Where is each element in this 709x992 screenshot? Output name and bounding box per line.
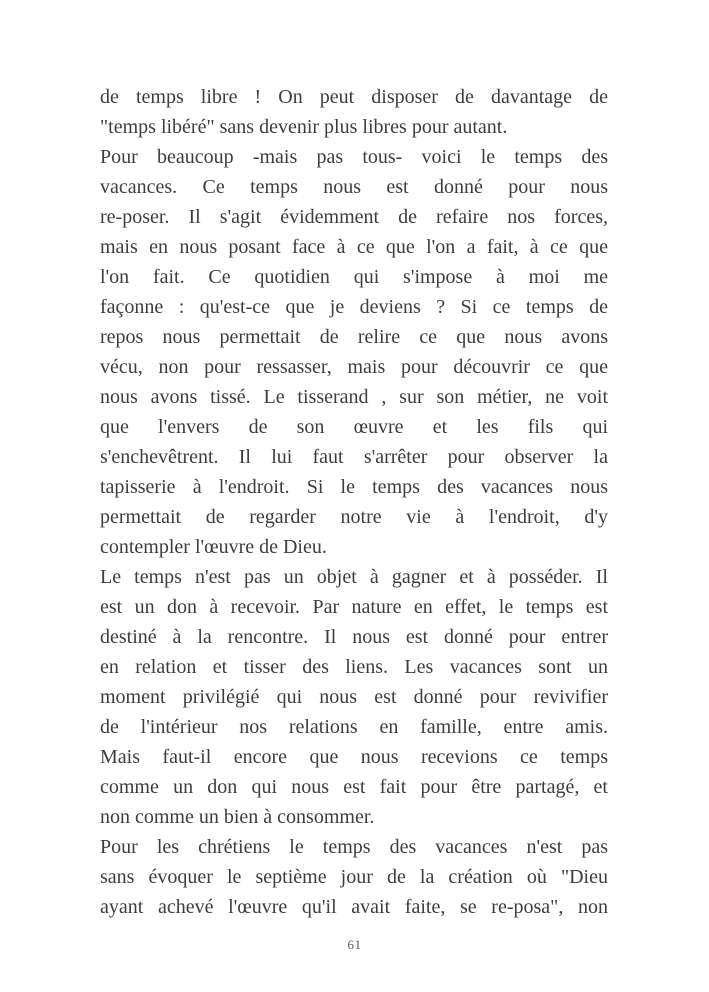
text-line: Mais faut-il encore que nous recevions ce temps bbox=[100, 746, 608, 768]
text-line: destiné à la rencontre. Il nous est donné pour entrer bbox=[100, 626, 608, 648]
page-number: 61 bbox=[347, 937, 362, 952]
text-line: en relation et tisser des liens. Les vacances sont un bbox=[100, 656, 608, 678]
paragraph-1 bbox=[100, 82, 608, 142]
text-line: repos nous permettait de relire ce que nous avons bbox=[100, 326, 608, 348]
text-line: non comme un bien à consommer. bbox=[100, 806, 375, 828]
text-line: vécu, non pour ressasser, mais pour découvrir ce que bbox=[100, 356, 608, 378]
text-block bbox=[100, 82, 608, 922]
text-line: nous avons tissé. Le tisserand , sur son métier, ne voit bbox=[100, 386, 608, 408]
text-line: s'enchevêtrent. Il lui faut s'arrêter pour observer la bbox=[100, 446, 608, 468]
text-line: de temps libre ! On peut disposer de davantage de bbox=[100, 86, 608, 108]
text-line: Le temps n'est pas un objet à gagner et à posséder. Il bbox=[100, 566, 608, 588]
text-line: l'on fait. Ce quotidien qui s'impose à moi me bbox=[100, 266, 608, 288]
text-line: que l'envers de son œuvre et les fils qui bbox=[100, 416, 608, 438]
text-line: contempler l'œuvre de Dieu. bbox=[100, 536, 327, 558]
text-line: sans évoquer le septième jour de la création où "Dieu bbox=[100, 866, 608, 888]
text-line: "temps libéré" sans devenir plus libres pour autant. bbox=[100, 116, 508, 138]
text-line: comme un don qui nous est fait pour être partagé, et bbox=[100, 776, 608, 798]
text-line: Pour beaucoup -mais pas tous- voici le temps des bbox=[100, 146, 608, 168]
page-footer bbox=[0, 936, 709, 954]
text-line: moment privilégié qui nous est donné pour revivifier bbox=[100, 686, 608, 708]
text-line: Pour les chrétiens le temps des vacances n'est pas bbox=[100, 836, 608, 858]
text-line: façonne : qu'est-ce que je deviens ? Si ce temps de bbox=[100, 296, 608, 318]
paragraph-3 bbox=[100, 562, 608, 832]
text-line: vacances. Ce temps nous est donné pour nous bbox=[100, 176, 608, 198]
text-line: de l'intérieur nos relations en famille, entre amis. bbox=[100, 716, 608, 738]
text-line: ayant achevé l'œuvre qu'il avait faite, se re-posa", non bbox=[100, 896, 608, 918]
text-line: mais en nous posant face à ce que l'on a fait, à ce que bbox=[100, 236, 608, 258]
text-line: permettait de regarder notre vie à l'endroit, d'y bbox=[100, 506, 608, 528]
text-line: est un don à recevoir. Par nature en effet, le temps est bbox=[100, 596, 608, 618]
paragraph-4 bbox=[100, 832, 608, 922]
text-line: tapisserie à l'endroit. Si le temps des vacances nous bbox=[100, 476, 608, 498]
text-line: re-poser. Il s'agit évidemment de refaire nos forces, bbox=[100, 206, 608, 228]
paragraph-2 bbox=[100, 142, 608, 562]
